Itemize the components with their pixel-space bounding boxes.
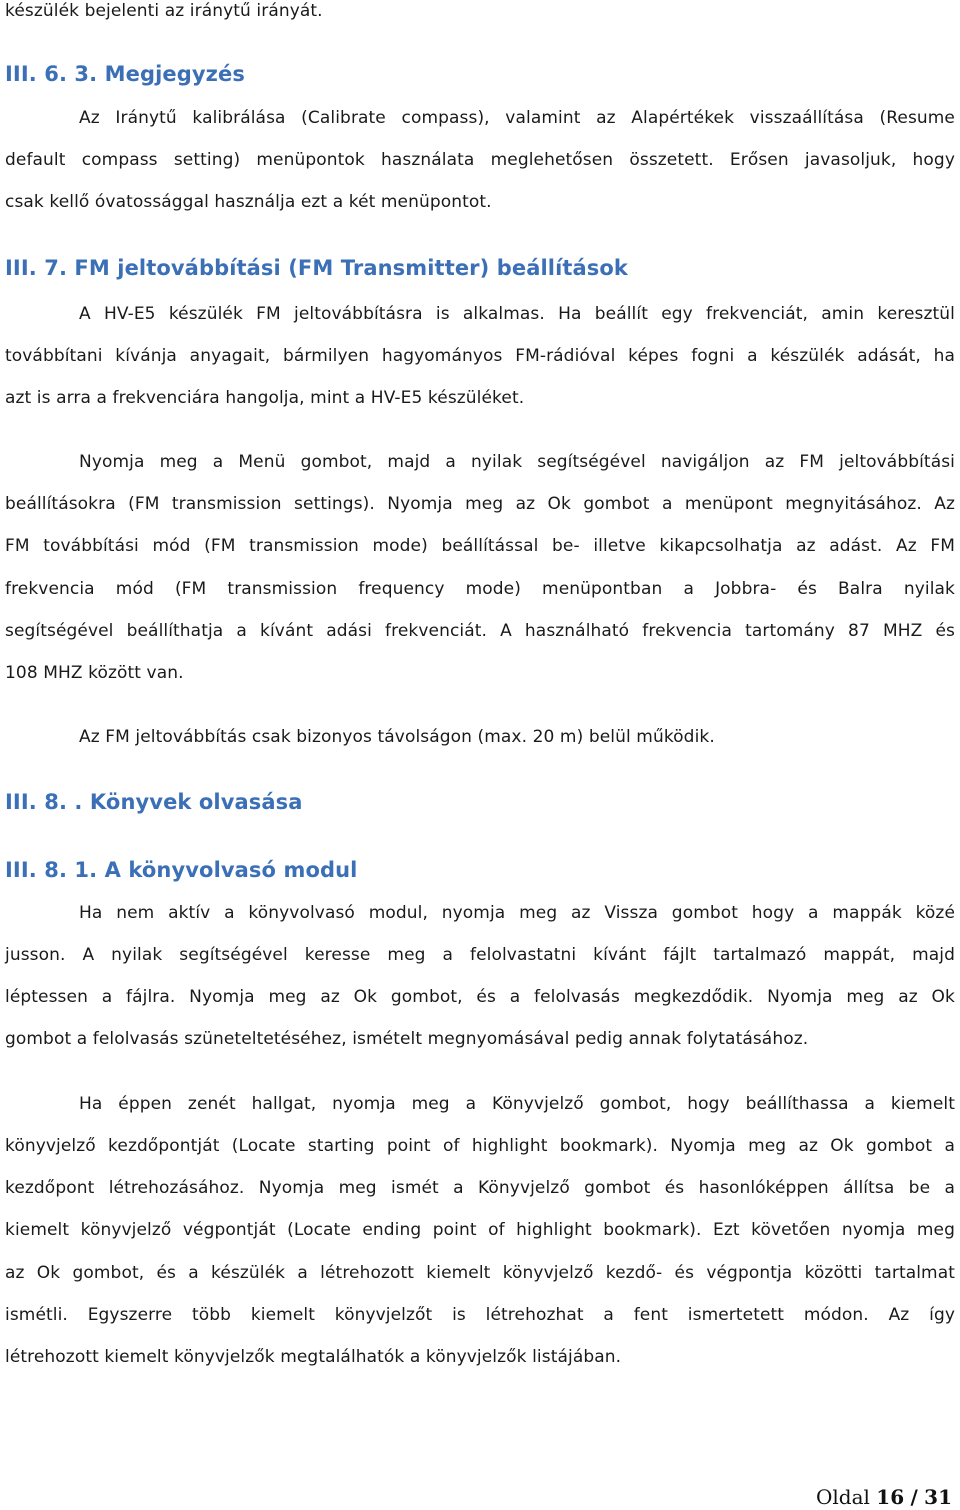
- paragraph-line: Ha éppen zenét hallgat, nyomja meg a Könyvjelző gombot, hogy beállíthassa a kiemelt: [79, 1094, 955, 1114]
- paragraph-line: jusson. A nyilak segítségével keresse meg a felolvastatni kívánt fájlt tartalmazó mappát, majd: [5, 945, 955, 965]
- paragraph-line: kezdőpont létrehozásához. Nyomja meg ismét a Könyvjelző gombot és hasonlóképpen állítsa be a: [5, 1178, 955, 1198]
- paragraph-line: létrehozott kiemelt könyvjelzők megtalálhatók a könyvjelzők listájában.: [5, 1347, 622, 1367]
- paragraph-line: könyvjelző kezdőpontját (Locate starting point of highlight bookmark). Nyomja meg az Ok gombot a: [5, 1136, 955, 1156]
- paragraph-line: Nyomja meg a Menü gombot, majd a nyilak segítségével navigáljon az FM jeltovábbítási: [79, 452, 955, 472]
- paragraph-line: kiemelt könyvjelző végpontját (Locate ending point of highlight bookmark). Ezt követően nyomja meg: [5, 1220, 955, 1240]
- paragraph-line: A HV-E5 készülék FM jeltovábbításra is alkalmas. Ha beállít egy frekvenciát, amin keresztül: [79, 304, 955, 324]
- paragraph-line: 108 MHZ között van.: [5, 663, 184, 683]
- paragraph-line: ismétli. Egyszerre több kiemelt könyvjelzőt is létrehozhat a fent ismertetett módon. Az így: [5, 1305, 955, 1325]
- paragraph-line: segítségével beállíthatja a kívánt adási frekvenciát. A használható frekvencia tartomány 87 MHZ és: [5, 621, 955, 641]
- paragraph-line: Ha nem aktív a könyvolvasó modul, nyomja meg az Vissza gombot hogy a mappák közé: [79, 903, 955, 923]
- section-heading: III. 7. FM jeltovábbítási (FM Transmitter) beállítások: [5, 256, 628, 280]
- paragraph-line: frekvencia mód (FM transmission frequency mode) menüpontban a Jobbra- és Balra nyilak: [5, 579, 955, 599]
- section-heading: III. 8. . Könyvek olvasása: [5, 790, 303, 814]
- paragraph-line: gombot a felolvasás szüneteltetéséhez, ismételt megnyomásával pedig annak folytatásához.: [5, 1029, 809, 1049]
- paragraph-line: default compass setting) menüpontok használata meglehetősen összetett. Erősen javasoljuk, hogy: [5, 150, 955, 170]
- paragraph-line: Az Iránytű kalibrálása (Calibrate compass), valamint az Alapértékek visszaállítása (Resume: [79, 108, 955, 128]
- page-number: 16: [876, 1485, 905, 1509]
- paragraph-line: Az FM jeltovábbítás csak bizonyos távolságon (max. 20 m) belül működik.: [79, 727, 715, 747]
- paragraph-line: FM továbbítási mód (FM transmission mode) beállítással be- illetve kikapcsolhatja az adást. Az FM: [5, 536, 955, 556]
- paragraph-line: az Ok gombot, és a készülék a létrehozott kiemelt könyvjelző kezdő- és végpontja közötti tartalmat: [5, 1263, 955, 1283]
- paragraph-line: léptessen a fájlra. Nyomja meg az Ok gombot, és a felolvasás megkezdődik. Nyomja meg az Ok: [5, 987, 955, 1007]
- section-heading: III. 8. 1. A könyvolvasó modul: [5, 858, 358, 882]
- paragraph-line: csak kellő óvatossággal használja ezt a két menüpontot.: [5, 192, 492, 212]
- page-total: 31: [924, 1485, 952, 1509]
- paragraph-line: továbbítani kívánja anyagait, bármilyen hagyományos FM-rádióval képes fogni a készülék adását, ha: [5, 346, 955, 366]
- footer-label: Oldal: [816, 1485, 870, 1509]
- paragraph-line: készülék bejelenti az iránytű irányát.: [5, 1, 323, 21]
- paragraph-line: beállításokra (FM transmission settings). Nyomja meg az Ok gombot a menüpont megnyitásához. Az: [5, 494, 955, 514]
- page-footer: [816, 1484, 952, 1510]
- paragraph-line: azt is arra a frekvenciára hangolja, mint a HV-E5 készüléket.: [5, 388, 525, 408]
- page-separator: /: [910, 1485, 918, 1509]
- section-heading: III. 6. 3. Megjegyzés: [5, 62, 245, 86]
